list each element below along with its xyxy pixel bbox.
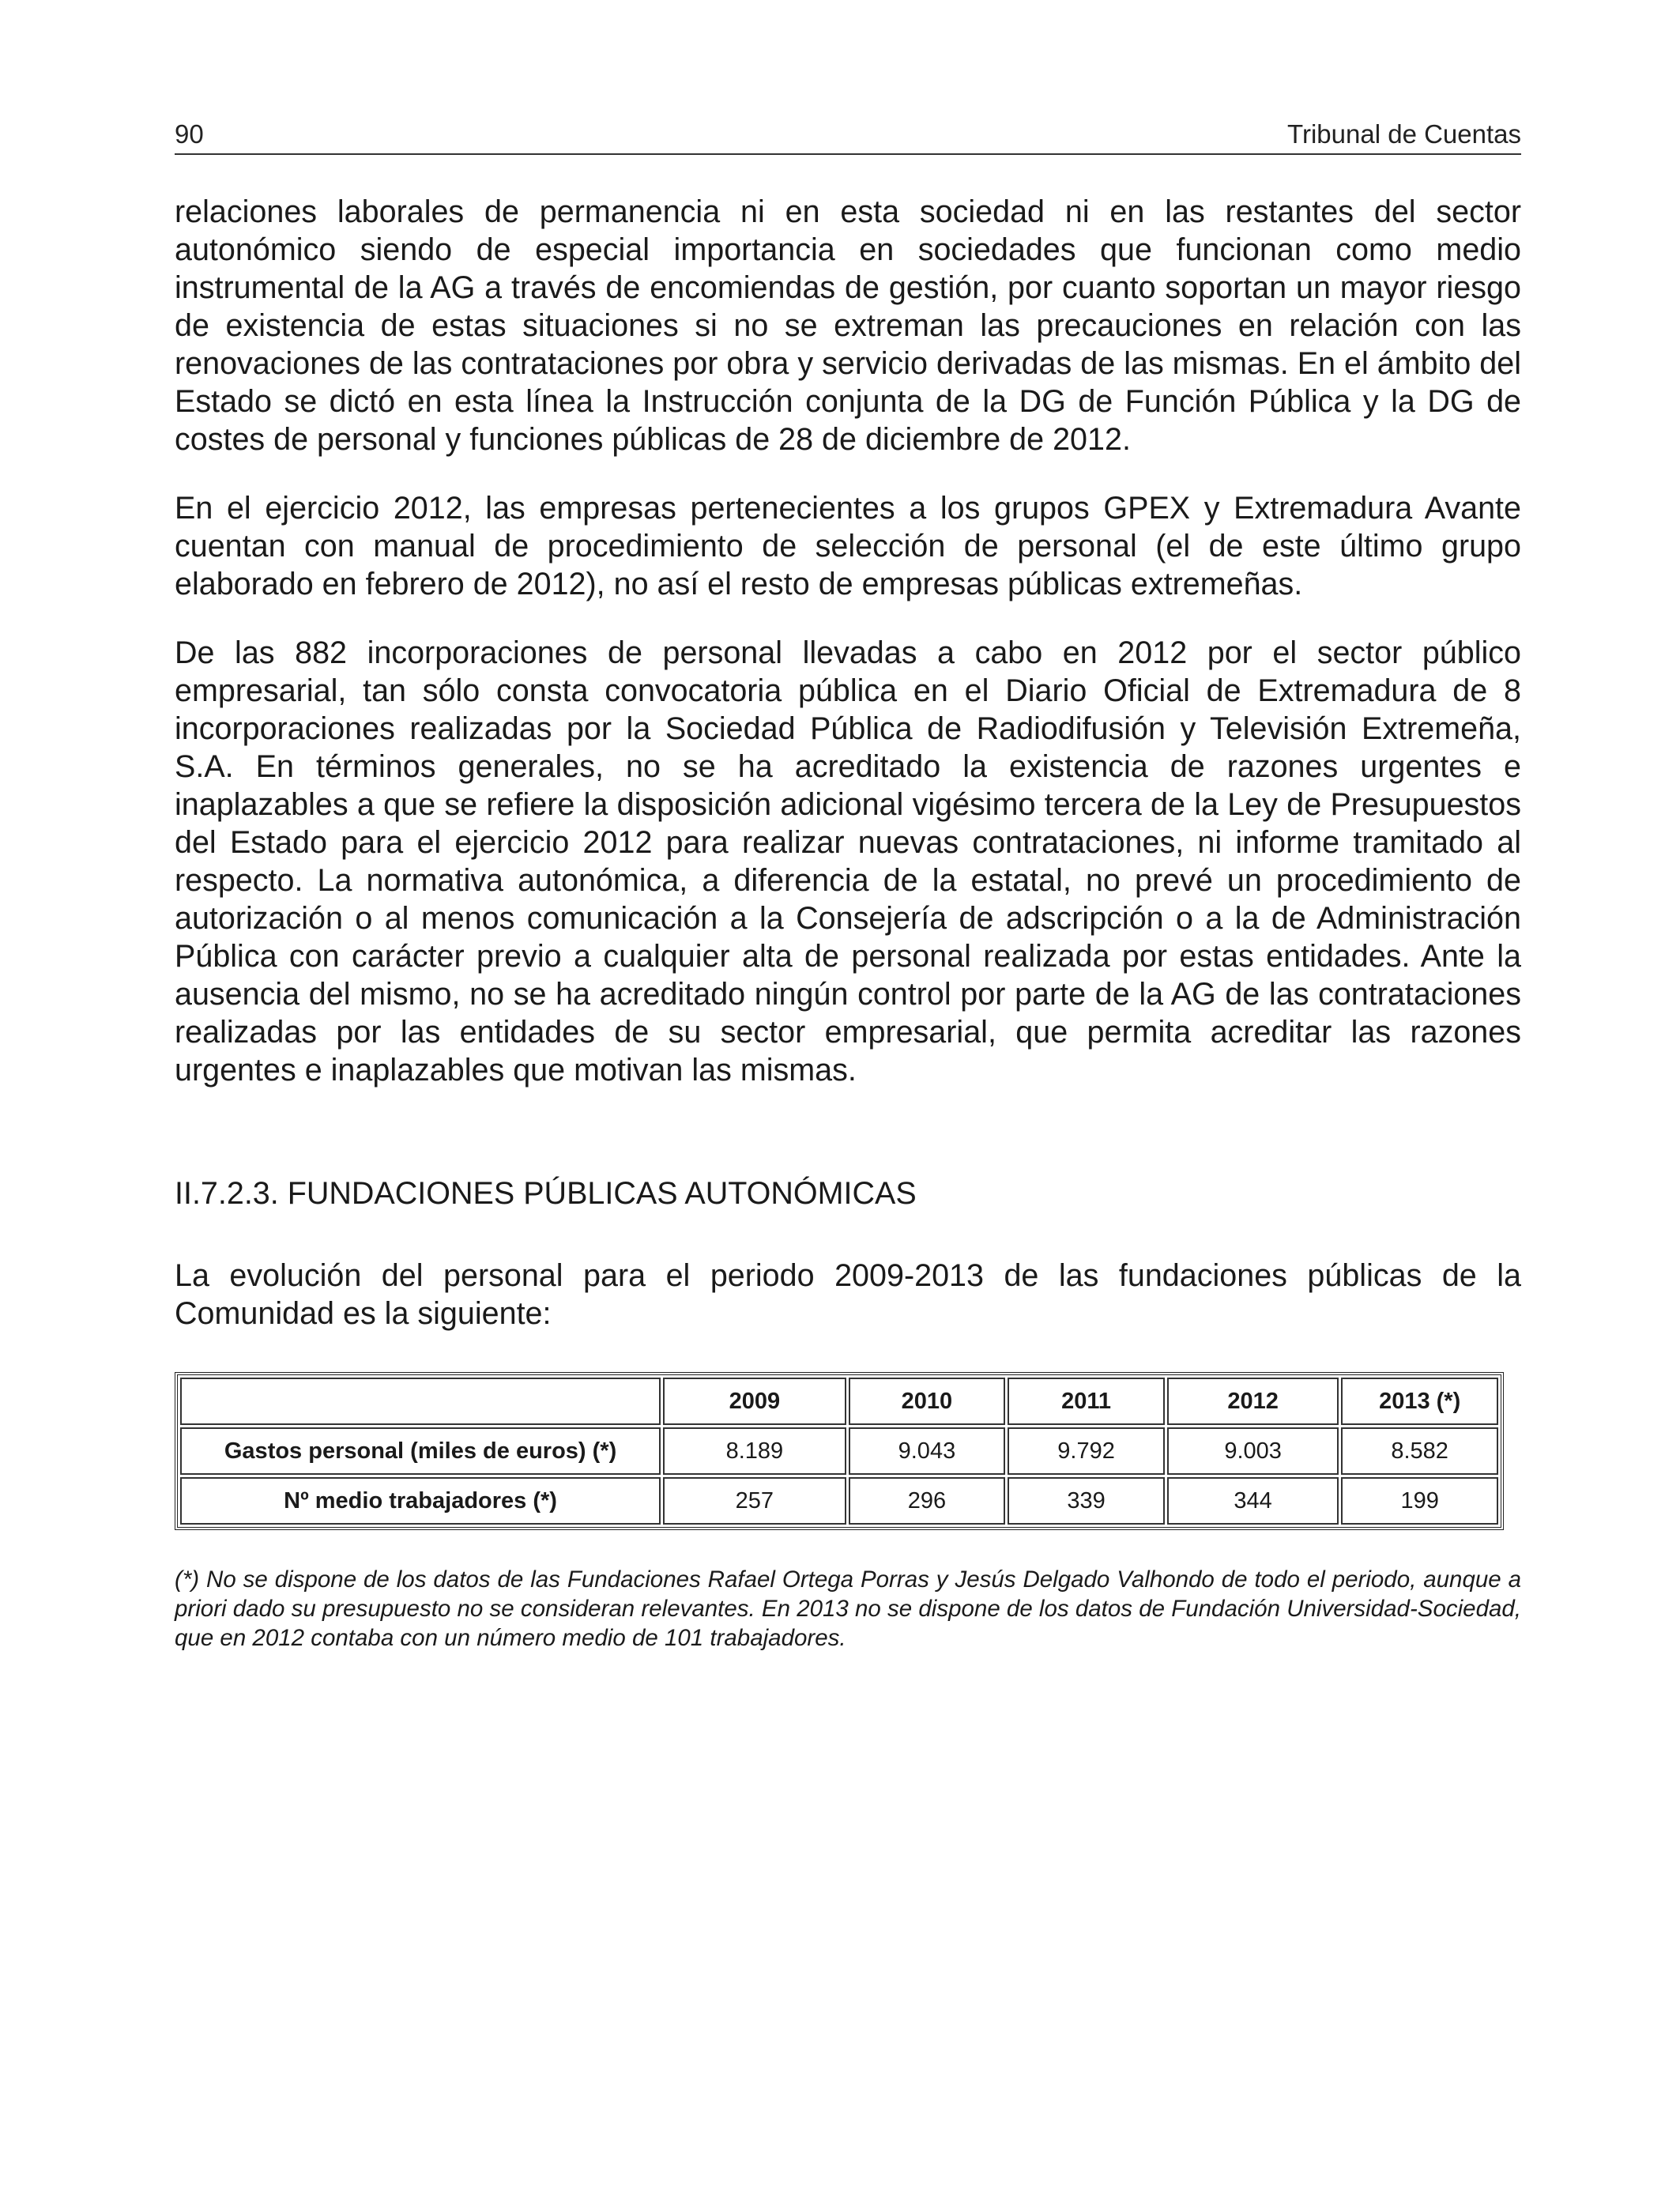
table-cell: 8.189 <box>663 1427 846 1475</box>
publisher-name: Tribunal de Cuentas <box>1287 119 1521 149</box>
row-label: Gastos personal (miles de euros) (*) <box>180 1427 661 1475</box>
table-footnote: (*) No se dispone de los datos de las Fundaciones Rafael Ortega Porras y Jesús Delgado Valhondo de todo el periodo, aunque a priori dado su presupuesto no se consideran relevantes. En 2013 no se dispone de los datos de Fundación Universidad-Sociedad, que en 2012 contaba con un número medio de 101 trabajadores. <box>175 1566 1521 1651</box>
section-heading: II.7.2.3. FUNDACIONES PÚBLICAS AUTONÓMICAS <box>175 1176 917 1211</box>
table-row <box>180 1477 1498 1525</box>
personnel-table <box>175 1372 1504 1530</box>
page-header <box>175 119 1521 155</box>
table-cell: 296 <box>849 1477 1006 1525</box>
body-text <box>175 193 1521 1653</box>
section-intro: La evolución del personal para el periodo 2009-2013 de las fundaciones públicas de la Comunidad es la siguiente: <box>175 1258 1521 1331</box>
paragraph: En el ejercicio 2012, las empresas pertenecientes a los grupos GPEX y Extremadura Avante cuentan con manual de procedimiento de selección de personal (el de este último grupo elaborado en febrero de 2012), no así el resto de empresas públicas extremeñas. <box>175 491 1521 601</box>
table-cell: 9.003 <box>1167 1427 1339 1475</box>
table-cell: 8.582 <box>1341 1427 1498 1475</box>
paragraph: De las 882 incorporaciones de personal llevadas a cabo en 2012 por el sector público empresarial, tan sólo consta convocatoria pública en el Diario Oficial de Extremadura de 8 incorporaciones realizadas por la Sociedad Pública de Radiodifusión y Televisión Extremeña, S.A. En términos generales, no se ha acreditado la existencia de razones urgentes e inaplazables a que se refiere la disposición adicional vigésimo tercera de la Ley de Presupuestos del Estado para el ejercicio 2012 para realizar nuevas contrataciones, ni informe tramitado al respecto. La normativa autonómica, a diferencia de la estatal, no prevé un procedimiento de autorización o al menos comunicación a la Consejería de adscripción o a la de Administración Pública con carácter previo a cualquier alta de personal realizada por estas entidades. Ante la ausencia del mismo, no se ha acreditado ningún control por parte de la AG de las contrataciones realizadas por las entidades de su sector empresarial, que permita acreditar las razones urgentes e inaplazables que motivan las mismas. <box>175 635 1521 1088</box>
paragraph: relaciones laborales de permanencia ni en esta sociedad ni en las restantes del sector autonómico siendo de especial importancia en sociedades que funcionan como medio instrumental de la AG a través de encomiendas de gestión, por cuanto soportan un mayor riesgo de existencia de estas situaciones si no se extreman las precauciones en relación con las renovaciones de las contrataciones por obra y servicio derivadas de las mismas. En el ámbito del Estado se dictó en esta línea la Instrucción conjunta de la DG de Función Pública y la DG de costes de personal y funciones públicas de 28 de diciembre de 2012. <box>175 194 1521 457</box>
table-cell: 9.792 <box>1008 1427 1165 1475</box>
column-header <box>180 1378 661 1425</box>
table-cell: 339 <box>1008 1477 1165 1525</box>
column-header: 2010 <box>849 1378 1006 1425</box>
table-header-row <box>180 1378 1498 1425</box>
table-cell: 257 <box>663 1477 846 1525</box>
column-header: 2012 <box>1167 1378 1339 1425</box>
table-cell: 9.043 <box>849 1427 1006 1475</box>
column-header: 2013 (*) <box>1341 1378 1498 1425</box>
table-cell: 199 <box>1341 1477 1498 1525</box>
column-header: 2011 <box>1008 1378 1165 1425</box>
page-number: 90 <box>175 119 204 149</box>
document-page <box>175 119 1521 1676</box>
table-cell: 344 <box>1167 1477 1339 1525</box>
column-header: 2009 <box>663 1378 846 1425</box>
row-label: Nº medio trabajadores (*) <box>180 1477 661 1525</box>
table-row <box>180 1427 1498 1475</box>
